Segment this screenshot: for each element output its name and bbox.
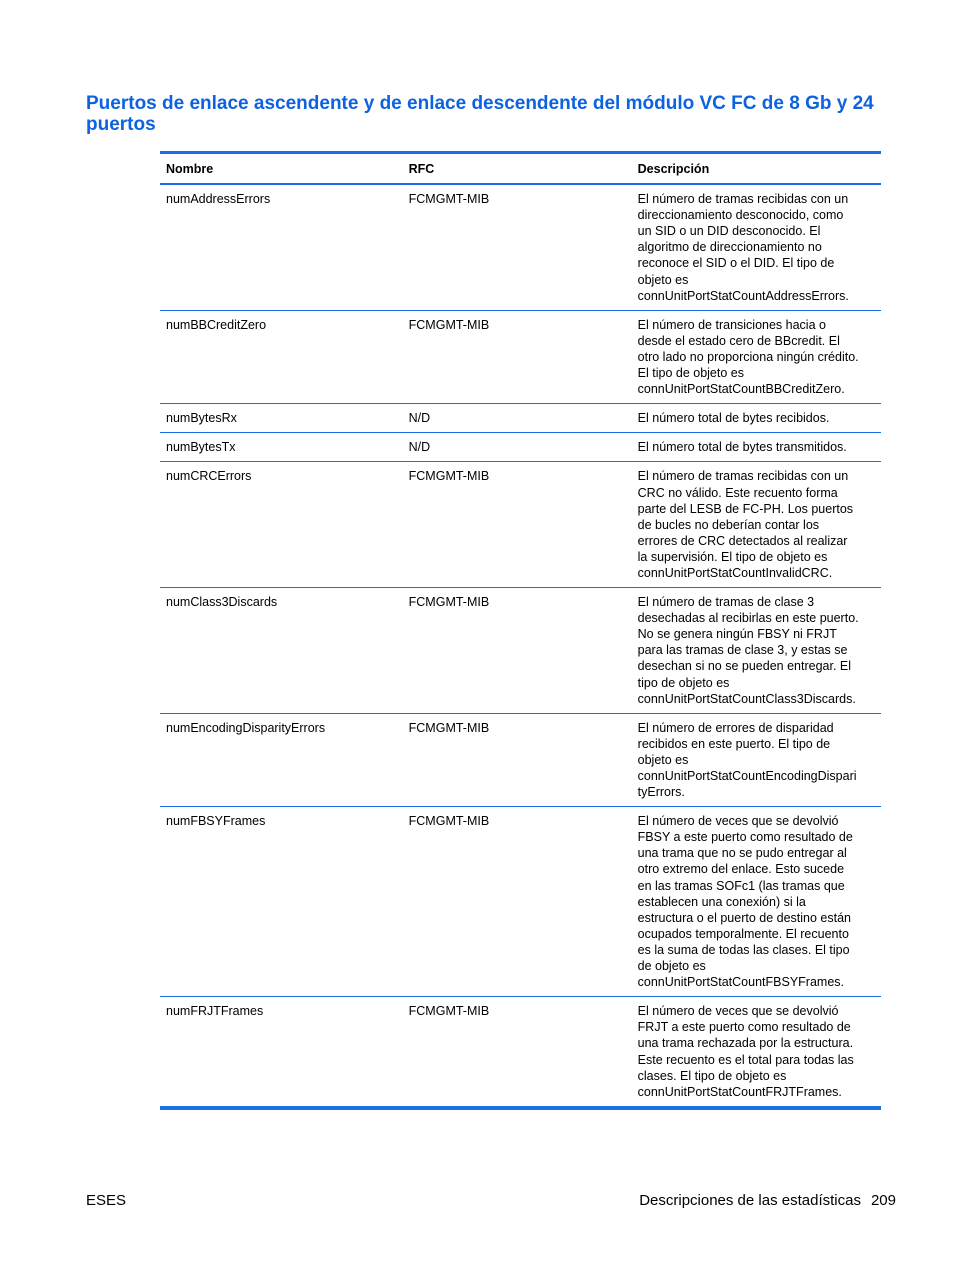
column-header-name: Nombre	[160, 153, 403, 185]
description-line: El número de errores de disparidad	[637, 720, 834, 735]
description-line: establecen una conexión) si la	[637, 894, 806, 909]
description-line: estructura o el puerto de destino están	[637, 910, 851, 925]
description-line: clases. El tipo de objeto es	[637, 1068, 787, 1083]
page-number: 209	[870, 1192, 896, 1209]
description-line: tyErrors.	[637, 785, 685, 800]
cell-name: numBytesRx	[160, 404, 403, 433]
description-line: una trama que no se pudo entregar al	[637, 846, 847, 861]
description-line: desde el estado cero de BBcredit. El	[637, 333, 840, 348]
description-line: otro lado no proporciona ningún crédito.	[637, 349, 859, 364]
description-line: El número de veces que se devolvió	[637, 1004, 839, 1019]
description-line: reconoce el SID o el DID. El tipo de	[637, 256, 835, 271]
cell-name: numEncodingDisparityErrors	[160, 713, 403, 806]
description-line: FBSY a este puerto como resultado de	[637, 830, 853, 845]
description-line: connUnitPortStatCountInvalidCRC.	[637, 565, 833, 580]
column-header-description: Descripción	[632, 153, 881, 185]
description-line: El número de tramas recibidas con un	[637, 192, 849, 207]
cell-description	[632, 310, 881, 403]
cell-name: numAddressErrors	[160, 184, 403, 310]
description-line: El número de veces que se devolvió	[637, 814, 839, 829]
cell-description	[632, 807, 881, 997]
cell-description	[632, 713, 881, 806]
description-line: errores de CRC detectados al realizar	[637, 533, 848, 548]
description-line: No se genera ningún FBSY ni FRJT	[637, 627, 837, 642]
cell-rfc: FCMGMT-MIB	[408, 1004, 490, 1019]
description-line: parte del LESB de FC-PH. Los puertos	[637, 501, 854, 516]
cell-rfc: FCMGMT-MIB	[403, 462, 632, 588]
table-body	[160, 184, 881, 1108]
table-row	[160, 588, 881, 714]
description-line: desechan si no se pueden entregar. El	[637, 659, 852, 674]
table-row	[160, 997, 881, 1108]
description-line: algoritmo de direccionamiento no	[637, 240, 822, 255]
description-line: en las tramas SOFc1 (las tramas que	[637, 878, 845, 893]
description-line: es la suma de todas las clases. El tipo	[637, 942, 850, 957]
table-header-row	[160, 153, 881, 185]
description-line: otro extremo del enlace. Esto sucede	[637, 862, 845, 877]
description-line: una trama rechazada por la estructura.	[637, 1036, 854, 1051]
table-row	[160, 713, 881, 806]
description-line: connUnitPortStatCountClass3Discards.	[637, 691, 856, 706]
description-line: connUnitPortStatCountFRJTFrames.	[637, 1084, 842, 1099]
description-line: direccionamiento desconocido, como	[637, 208, 844, 223]
description-line: de bucles no deberían contar los	[637, 517, 820, 532]
description-line: El tipo de objeto es	[637, 366, 744, 381]
footer-section-title: Descripciones de las estadísticas	[639, 1192, 861, 1209]
cell-rfc: N/D	[403, 433, 632, 462]
description-line: recibidos en este puerto. El tipo de	[637, 736, 831, 751]
description-line: El número de transiciones hacia o	[637, 317, 826, 332]
cell-name: numBBCreditZero	[160, 310, 403, 403]
statistics-table	[160, 151, 881, 1110]
description-line: ocupados temporalmente. El recuento	[637, 926, 849, 941]
description-line: connUnitPortStatCountBBCreditZero.	[637, 382, 845, 397]
cell-name: numBytesTx	[160, 433, 403, 462]
footer-section-and-page	[639, 1192, 896, 1210]
cell-name: numFBSYFrames	[160, 807, 403, 997]
table-row	[160, 462, 881, 588]
cell-name: numClass3Discards	[160, 588, 403, 714]
description-line: desechadas al recibirlas en este puerto.	[637, 611, 859, 626]
cell-rfc: FCMGMT-MIB	[403, 310, 632, 403]
cell-rfc: FCMGMT-MIB	[403, 184, 632, 310]
cell-description	[632, 404, 881, 433]
description-line: un SID o un DID desconocido. El	[637, 224, 821, 239]
description-line: CRC no válido. Este recuento forma	[637, 485, 838, 500]
footer-locale-code: ESES	[86, 1192, 127, 1209]
cell-rfc: N/D	[403, 404, 632, 433]
description-line: la supervisión. El tipo de objeto es	[637, 549, 828, 564]
description-line: connUnitPortStatCountFBSYFrames.	[637, 975, 844, 990]
column-header-rfc: RFC	[403, 153, 632, 185]
table-row	[160, 433, 881, 462]
cell-rfc: FCMGMT-MIB	[403, 588, 632, 714]
cell-description	[632, 433, 881, 462]
description-line: de objeto es	[637, 959, 706, 974]
cell-description	[632, 184, 881, 310]
cell-name: numFRJTFrames	[166, 1004, 264, 1019]
table-row	[160, 310, 881, 403]
description-line: objeto es	[637, 272, 689, 287]
description-line: connUnitPortStatCountEncodingDispari	[637, 769, 857, 783]
description-line: para las tramas de clase 3, y estas se	[637, 643, 848, 658]
cell-name: numCRCErrors	[160, 462, 403, 588]
cell-description	[632, 997, 881, 1108]
description-line: El número total de bytes transmitidos.	[637, 440, 847, 455]
description-line: tipo de objeto es	[637, 675, 730, 690]
description-line: El número de tramas recibidas con un	[637, 469, 849, 484]
description-line: objeto es	[637, 752, 689, 767]
cell-description	[632, 588, 881, 714]
description-line: FRJT a este puerto como resultado de	[637, 1020, 851, 1035]
description-line: Este recuento es el total para todas las	[637, 1052, 854, 1067]
table-row	[160, 184, 881, 310]
section-heading: Puertos de enlace ascendente y de enlace descendente del módulo VC FC de 8 Gb y 24 puertos	[86, 93, 874, 135]
cell-rfc: FCMGMT-MIB	[403, 713, 632, 806]
description-line: connUnitPortStatCountAddressErrors.	[637, 288, 849, 303]
description-line: El número de tramas de clase 3	[637, 595, 815, 610]
table-row	[160, 404, 881, 433]
cell-rfc: FCMGMT-MIB	[403, 807, 632, 997]
cell-description	[632, 462, 881, 588]
table-row	[160, 807, 881, 997]
description-line: El número total de bytes recibidos.	[637, 411, 830, 426]
